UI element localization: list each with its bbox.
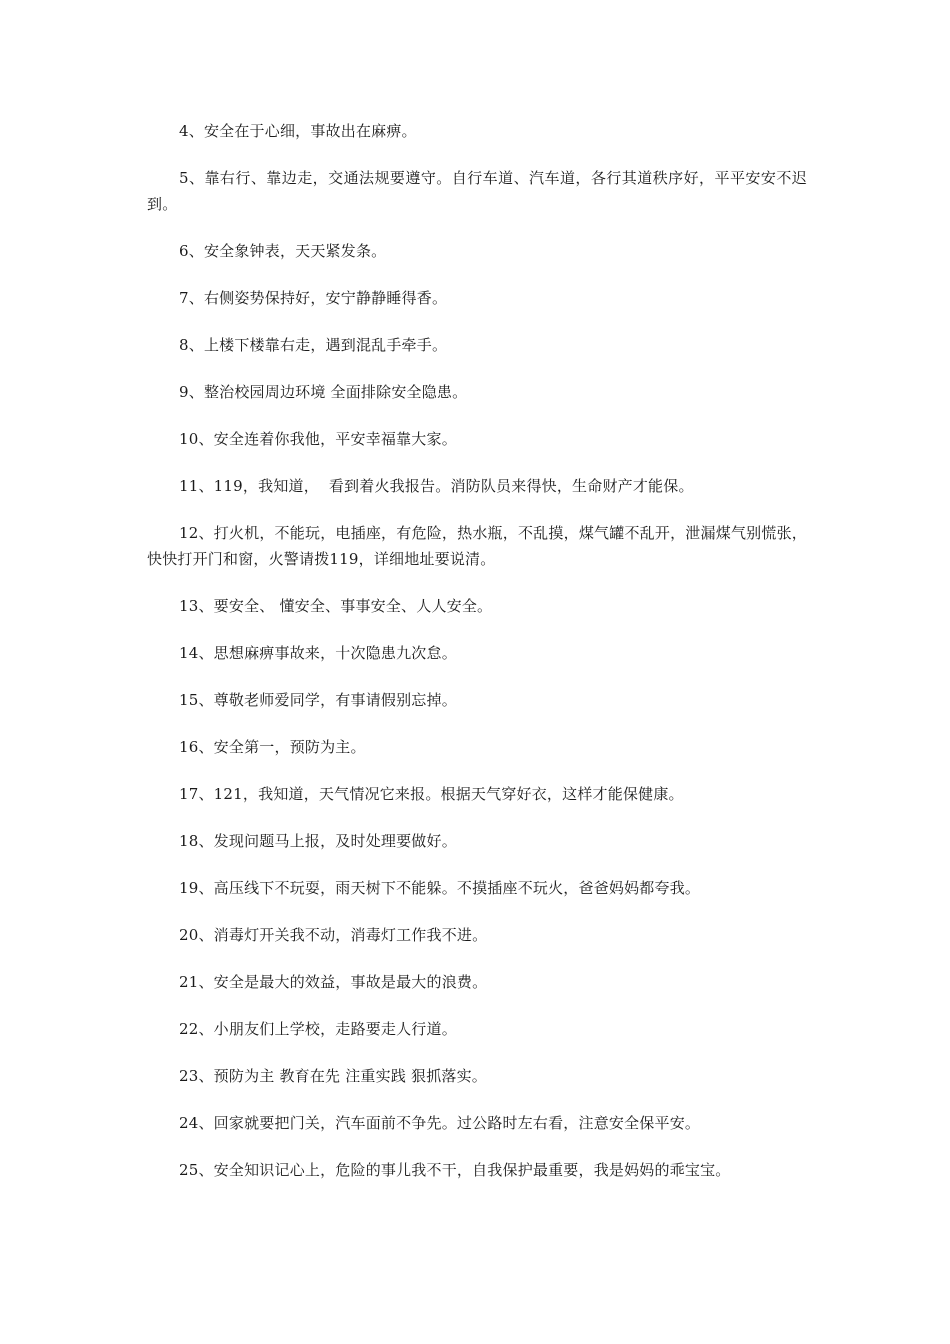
slogan-item-19: 19、高压线下不玩耍，雨天树下不能躲。不摸插座不玩火，爸爸妈妈都夸我。 xyxy=(179,879,701,897)
slogan-item-12: 12、打火机，不能玩，电插座，有危险，热水瓶，不乱摸，煤气罐不乱开，泄漏煤气别慌张，快快打开门和窗，火警请拨119，详细地址要说清。 xyxy=(147,524,807,568)
slogan-item-9: 9、整治校园周边环境 全面排除安全隐患。 xyxy=(179,383,468,401)
slogan-item-10: 10、安全连着你我他，平安幸福靠大家。 xyxy=(179,430,457,448)
slogan-item-6: 6、安全象钟表，天天紧发条。 xyxy=(179,242,387,260)
slogan-item-24: 24、回家就要把门关，汽车面前不争先。过公路时左右看，注意安全保平安。 xyxy=(179,1114,701,1132)
slogan-item-5: 5、靠右行、靠边走，交通法规要遵守。自行车道、汽车道，各行其道秩序好，平平安安不迟到。 xyxy=(147,169,807,213)
slogan-item-14: 14、思想麻痹事故来，十次隐患九次怠。 xyxy=(179,644,457,662)
slogan-item-15: 15、尊敬老师爱同学，有事请假别忘掉。 xyxy=(179,691,457,709)
slogan-item-7: 7、右侧姿势保持好，安宁静静睡得香。 xyxy=(179,289,448,307)
slogan-item-20: 20、消毒灯开关我不动，消毒灯工作我不进。 xyxy=(179,926,488,944)
slogan-item-13: 13、要安全、 懂安全、事事安全、人人安全。 xyxy=(179,597,493,615)
slogan-item-23: 23、预防为主 教育在先 注重实践 狠抓落实。 xyxy=(179,1067,487,1085)
slogan-item-25: 25、安全知识记心上，危险的事儿我不干，自我保护最重要，我是妈妈的乖宝宝。 xyxy=(179,1161,731,1179)
slogan-item-22: 22、小朋友们上学校，走路要走人行道。 xyxy=(179,1020,457,1038)
slogan-item-4: 4、安全在于心细，事故出在麻痹。 xyxy=(179,122,417,140)
slogan-item-8: 8、上楼下楼靠右走，遇到混乱手牵手。 xyxy=(179,336,448,354)
slogan-item-21: 21、安全是最大的效益，事故是最大的浪费。 xyxy=(179,973,488,991)
slogan-item-18: 18、发现问题马上报，及时处理要做好。 xyxy=(179,832,457,850)
slogan-item-11: 11、119，我知道， 看到着火我报告。消防队员来得快，生命财产才能保。 xyxy=(179,477,694,495)
document-body xyxy=(147,118,807,1204)
slogan-item-17: 17、121，我知道，天气情况它来报。根据天气穿好衣，这样才能保健康。 xyxy=(179,785,684,803)
slogan-item-16: 16、安全第一，预防为主。 xyxy=(179,738,366,756)
